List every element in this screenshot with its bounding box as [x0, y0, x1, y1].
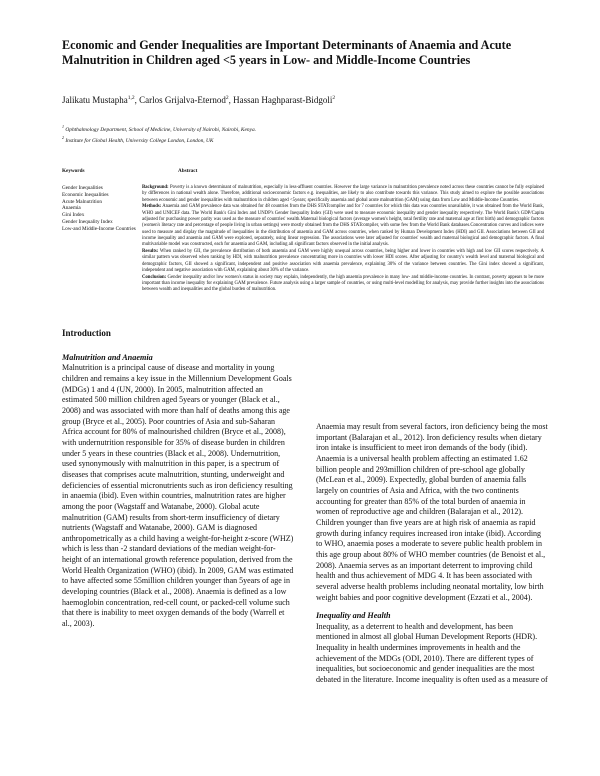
author-name: Carlos Grijalva-Eternod: [139, 95, 226, 105]
abstract-body: [142, 185, 544, 294]
body-paragraph: Malnutrition is a principal cause of disease and mortality in young children and remains a key issue in the Millennium Development Goals (MDGs) 1 and 4 (UN, 2000). In 2005, malnutrition affected an estimated 500 million children aged 5years or younger (Black et al., 2008) and was associated with more than half of deaths among this age group (Bryce et al., 2005). Poor countries of Asia and sub-Saharan Africa account for 80% of malnourished children (Bryce et al., 2008), with undernutrition responsible for 35% of disease burden in children under 5 years in these countries (Black et al., 2008). Undernutrition, used synonymously with malnutrition in this paper, is a spectrum of diseases that comprises acute malnutrition, stunting, underweight and deficiencies of essential micronutrients such as iron deficiency resulting in anaemia (ibid). Even within countries, malnutrition rates are higher among the poor (Wagstaff and Watanabe, 2000). Global acute malnutrition (GAM) results from short-term insufficiency of dietary nutrients (Wagstaff and Watanabe, 2000). GAM is diagnosed anthropometrically as a child having a weight-for-height z-score (WHZ) which is less than -2 standard deviations of the median weight-for-height of an international growth reference population, derived from the World Health Organization (WHO) (ibid). In 2009, GAM was estimated to have affected some 55million children younger than 5years of age in developing countries (Black et al., 2008). Anaemia is defined as a low haemoglobin concentration, red-cell count, or packed-cell volume such that there is inability to meet oxygen demands of the body (Warrell et al., 2003).: [62, 363, 294, 629]
abstract-label: Conclusion:: [142, 274, 167, 280]
author-name: Jalikatu Mustapha: [62, 95, 128, 105]
abstract-text: Gender inequality and/or low women's status in society may explain, independently, the high anaemia prevalence in many low- and middle-income countries. In contrast, poverty appears to be more important than income inequality for explaining GAM prevalence. Future analysis using a larger sample of countries, or using multi-level modelling for analysis, may provide further insights into the associations between wealth and inequalities and the global burden of malnutrition.: [142, 274, 545, 293]
abstract-label: Results:: [142, 249, 159, 255]
subheading-inequality: Inequality and Health: [316, 611, 391, 621]
abstract-conclusion: [142, 275, 544, 294]
abstract-heading: Abstract: [178, 168, 198, 174]
body-paragraph: Inequality, as a deterrent to health and development, has been mentioned in almost all global Human Development Reports (HDR). Inequality in health undermines improvements in health and the achievement of the MDGs (ODI, 2010). There are different types of inequalities, but socioeconomic and gender inequalities are the most debated in the literature. Income inequality is often used as a measure of: [316, 621, 548, 685]
abstract-label: Methods:: [142, 204, 162, 210]
affiliation-sup: 1: [62, 124, 64, 129]
abstract-label: Background:: [142, 185, 169, 190]
keyword: Acute Malnutrition: [62, 198, 102, 205]
paper-title: Economic and Gender Inequalities are Important Determinants of Anaemia and Acute Malnutrition in Children aged <5 years in Low- and Middle-Income Countries: [62, 38, 512, 67]
affiliation: [62, 123, 542, 134]
affiliation-text: Ophthalmology Department, School of Medicine, University of Nairobi, Nairobi, Kenya.: [65, 126, 257, 133]
introduction-heading: Introduction: [62, 328, 111, 338]
body-paragraph: Anaemia may result from several factors, iron deficiency being the most important (Balarajan et al., 2012). Iron deficiency results when dietary iron intake is insufficient to meet iron demands of the body (ibid). Anaemia is a universal health problem affecting an estimated 1.62 billion people and 293million children of pre-school age globally (McLean et al., 2009). Expectedly, global burden of anaemia falls largely on countries of Asia and Africa, with the two continents accounting for greater than 85% of the total burden of anaemia in women of reproductive age and children (Balarajan et al., 2012). Children younger than five years are at high risk of anaemia as rapid growth during infancy requires increased iron intake (ibid). According to WHO, anaemia poses a moderate to severe public health problem in this age group about 80% of WHO member countries (de Benoist et al., 2008). Anaemia serves as an important deterrent to improving child health and thus achievement of MDG 4. It has been associated with several adverse health problems including neonatal mortality, low birth weight babies and poor cognitive development (Ezzati et al., 2004).: [316, 422, 548, 602]
keyword: Gini Index: [62, 212, 85, 219]
author-line: Jalikatu Mustapha$^{1,2}$, Carlos Grijalva-Eternod$^2$, Hassan Haghparast-Bidgoli$^2$: [62, 95, 336, 105]
affiliations: [62, 123, 542, 146]
keyword: Low-and Middle-Income Countries: [62, 225, 136, 232]
keyword: Anaemia: [62, 205, 81, 212]
abstract-text: When ranked by GII, the prevalence distribution of both anaemia and GAM were highly unequal across countries, being higher and lower in countries with high and low GII scores respectively. A similar pattern was observed when ranking by HDI, with malnutrition prevalence concentrating more in countries with lower HDI scores. After adjusting for country's wealth level and maternal biological and demographic factors, GII showed a significant, independent and positive association with anaemia prevalence, explaining 30% of the variance between countries. The Gini index showed a significant, independent and negative association with GAM, explaining about 30% of the variance.: [142, 249, 544, 274]
body-column-right: [316, 422, 548, 686]
subheading-malnutrition: Malnutrition and Anaemia: [62, 352, 153, 362]
author-name: Hassan Haghparast-Bidgoli: [233, 95, 333, 105]
body-column-left: [62, 328, 294, 630]
author-sup: 1,2: [127, 95, 135, 101]
abstract-text: Anaemia and GAM prevalence data was obtained for 48 countries from the DHS STATcompiler and for 7 countries for which this data was countries unavailable, it was obtained from the World Bank, WHO and UNICEF data. The World Bank's Gini Index and UNDP's Gender Inequality Index (GII) were used to measure economic inequality and gender inequality respectively. The World Bank's GDP/Capita adjusted for purchasing power parity was used as the measure of countries' wealth.Maternal biological factors (average women's height, total fertility rate and maternal age at first birth) and demographic factors (women's literacy rate and percentage of people living in urban settings) were mostly obtained from the DHS STATcompiler, with some few from the World Bank databases.Concentration curves and indices were used to measure and display the magnitude of inequalities in the distribution of anaemia and GAM across countries, when ranked by Human Development Index (HDI) and GII. Associations between GII and income inequality and anaemia and GAM were explored, separately, using linear regression. The associations were later adjusted for countries' wealth and maternal biological and demographic factors. A final multivariable model was constructed, each for anaemia and GAM, including all significant factors observed in the initial analysis.: [142, 204, 544, 248]
author-sup: 2: [332, 95, 336, 101]
abstract-methods: [142, 204, 544, 248]
keywords-heading: Keywords: [62, 168, 85, 174]
abstract-background: [142, 185, 544, 204]
keyword: Gender Inequalities: [62, 185, 103, 191]
affiliation: [62, 134, 542, 145]
author-sup: 2: [225, 95, 229, 101]
abstract-text: Poverty is a known determinant of malnutrition, especially in less-affluent countries. However the large variance in malnutrition prevalence noted across these countries cannot be fully explained by differences in national wealth alone. Therefore, additional socioeconomic factors e.g. inequalities, are likely to also contribute towards this variance. This study aimed to explore the possible associations between economic and gender inequalities with malnutrition in children aged <5years; specifically anaemia and global acute malnutrition (GAM) using data from Low and Middle-Income Countries.: [142, 185, 544, 203]
abstract-results: [142, 249, 544, 274]
affiliation-text: Institute for Global Health, University College London, London, UK: [65, 138, 214, 145]
keyword: Economic Inequalities: [62, 191, 109, 198]
keyword: Gender Inequality Index: [62, 218, 113, 225]
affiliation-sup: 2: [62, 135, 64, 141]
